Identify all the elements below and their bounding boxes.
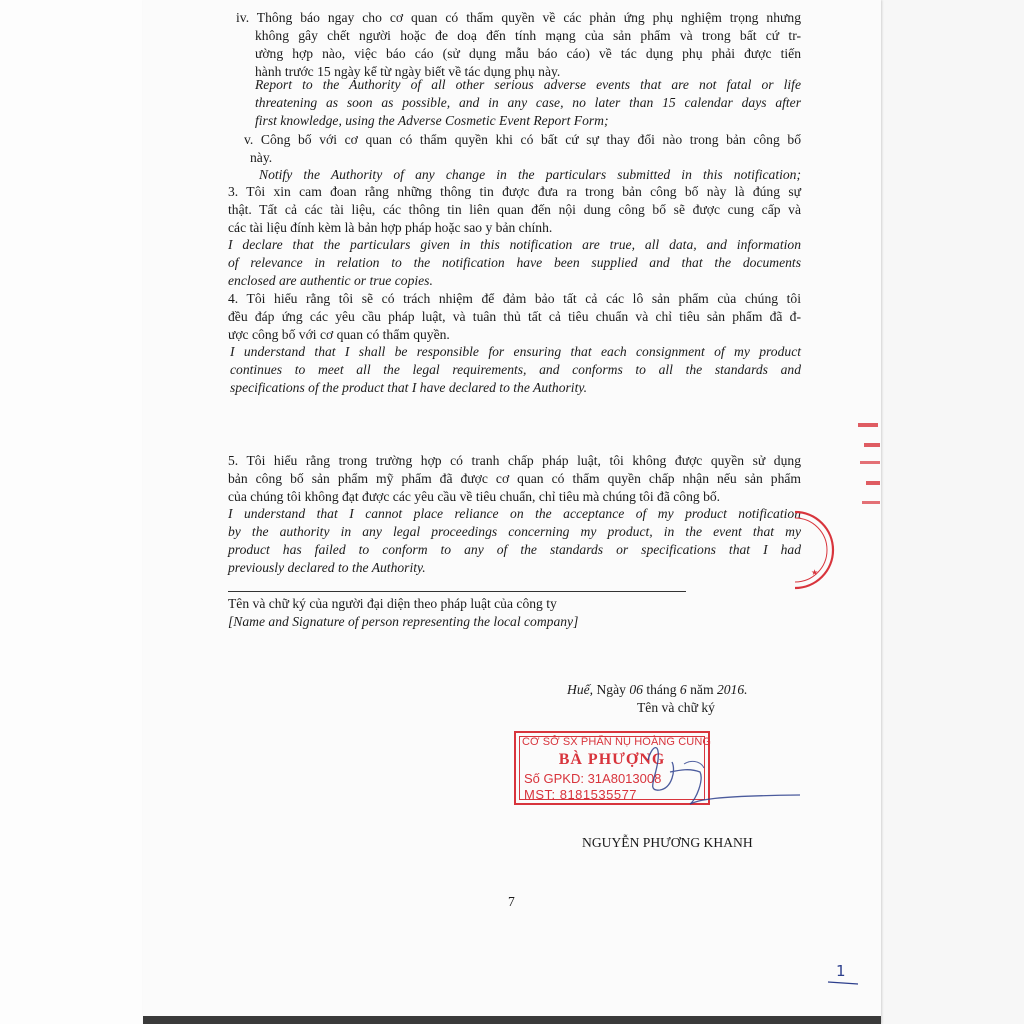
- item-iv-en: [255, 76, 801, 130]
- text-line: NGUYỄN PHƯƠNG KHANH: [582, 835, 753, 850]
- signature-line: [228, 591, 686, 592]
- red-edge-marks: [856, 415, 886, 525]
- text-line: Notify the Authority of any change in the particulars submitted in this notification;: [259, 167, 801, 182]
- text-line: enclosed are authentic or true copies.: [228, 273, 433, 288]
- text-line: iv. Thông báo ngay cho cơ quan có thẩm quyền về các phản ứng phụ nghiệm trọng nhưng: [236, 10, 801, 25]
- text-line: Tên và chữ ký của người đại diện theo pháp luật của công ty: [228, 596, 557, 611]
- stamp-line: CƠ SỞ SX PHẤN NỤ HOÀNG CUNG: [522, 736, 712, 748]
- item-v-vi: [244, 131, 801, 149]
- item-iv-vi-rest: [255, 27, 801, 81]
- text-line: thật. Tất cả các tài liệu, các thông tin liên quan đến nội dung công bố sẽ được cung cấp và: [228, 202, 801, 217]
- month: 6: [679, 682, 687, 697]
- text-line: này.: [250, 150, 273, 165]
- text-line: specifications of the product that I have declared to the Authority.: [230, 380, 588, 395]
- item-iv-vi: [236, 9, 801, 27]
- scan-right-margin: [881, 0, 1024, 1024]
- item-4-en: [230, 343, 801, 397]
- text-line: 5. Tôi hiểu rằng trong trường hợp có tranh chấp pháp luật, tôi không được quyền sử dụng: [228, 453, 801, 468]
- item-4-vi: [228, 290, 801, 344]
- city: Huế,: [567, 682, 594, 697]
- text-line: 3. Tôi xin cam đoan rằng những thông tin được đưa ra trong bản công bố này là đúng sự: [228, 184, 801, 199]
- page-bottom-edge: [143, 1016, 881, 1024]
- text-line: hành trước 15 ngày kể từ ngày biết về tác dụng phụ này.: [255, 64, 561, 79]
- ngay-label: Ngày: [596, 682, 626, 697]
- item-5-en: [228, 505, 801, 577]
- page-number: [508, 893, 528, 911]
- text-line: I understand that I cannot place reliance on the acceptance of my product notification: [228, 506, 801, 521]
- text-line: product has failed to conform to any of the standards or specifications that I had: [228, 542, 801, 557]
- text-line: by the authority in any legal proceedings concerning my product, in the event that my: [228, 524, 801, 539]
- text-line: v. Công bố với cơ quan có thẩm quyền khi có bất cứ sự thay đổi nào trong bản công bố: [244, 132, 801, 147]
- stamp-line: BÀ PHƯỢNG: [558, 751, 666, 768]
- scan-left-margin: [0, 0, 143, 1024]
- text-line: ược công bố với cơ quan có thẩm quyền.: [228, 327, 450, 342]
- item-5-vi: [228, 452, 801, 506]
- text-line: 1: [836, 962, 846, 980]
- company-stamp: [514, 731, 710, 805]
- date-place: [567, 681, 807, 699]
- signer-name: [582, 834, 802, 852]
- item-v-en: [259, 166, 801, 184]
- text-line: không gây chết người hoặc đe doạ đến tính mạng của sản phẩm và trong bất cứ tr-: [255, 28, 801, 43]
- margin-mark: [836, 962, 856, 980]
- text-line: of relevance in relation to the notification have been supplied and that the documents: [228, 255, 801, 270]
- item-3-en: [228, 236, 801, 290]
- text-line: bản công bố sản phẩm mỹ phẩm đã được cơ quan có thẩm quyền chấp nhận nếu sản phẩm: [228, 471, 801, 486]
- text-line: I declare that the particulars given in this notification are true, all data, and information: [228, 237, 801, 252]
- text-line: Tên và chữ ký: [637, 700, 715, 715]
- text-line: I understand that I shall be responsible for ensuring that each consignment of my product: [230, 344, 801, 359]
- text-line: 4. Tôi hiểu rằng tôi sẽ có trách nhiệm để đảm bảo tất cả các lô sản phẩm của chúng tôi: [228, 291, 801, 306]
- text-line: [Name and Signature of person representing the local company]: [228, 614, 579, 629]
- thang-label: tháng: [646, 682, 677, 697]
- stamp-line: MST: 8181535577: [524, 787, 638, 802]
- text-line: các tài liệu đính kèm là bản hợp pháp hoặc sao y bản chính.: [228, 220, 553, 235]
- svg-text:★: ★: [811, 568, 819, 577]
- signature-caption-vi: [228, 595, 688, 613]
- text-line: của chúng tôi không đạt được các yêu cầu về tiêu chuẩn, chỉ tiêu mà chúng tôi đã công bố.: [228, 489, 721, 504]
- item-v-vi-rest: [250, 149, 796, 167]
- text-line: previously declared to the Authority.: [228, 560, 426, 575]
- item-3-vi: [228, 183, 801, 237]
- nam-label: năm: [690, 682, 714, 697]
- round-seal-fragment: [795, 505, 845, 595]
- signature-title: [637, 699, 777, 717]
- year: 2016.: [716, 682, 748, 697]
- text-line: ường hợp nào, việc báo cáo (sử dụng mẫu báo cáo) về tác dụng phụ phải được tiến: [255, 46, 801, 61]
- text-line: 7: [508, 894, 515, 909]
- text-line: Report to the Authority of all other serious adverse events that are not fatal or life: [255, 77, 801, 92]
- stamp-line: Số GPKD: 31A8013008: [524, 771, 662, 786]
- day: 06: [629, 682, 643, 697]
- signature-caption-en: [228, 613, 688, 631]
- text-line: first knowledge, using the Adverse Cosmetic Event Report Form;: [255, 113, 609, 128]
- text-line: đều đáp ứng các yêu cầu pháp luật, và tuân thủ tất cả tiêu chuẩn và chỉ tiêu sản phẩm đã đ-: [228, 309, 801, 324]
- text-line: threatening as soon as possible, and in any case, no later than 15 calendar days after: [255, 95, 801, 110]
- text-line: continues to meet all the legal requirements, and conforms to all the standards and: [230, 362, 801, 377]
